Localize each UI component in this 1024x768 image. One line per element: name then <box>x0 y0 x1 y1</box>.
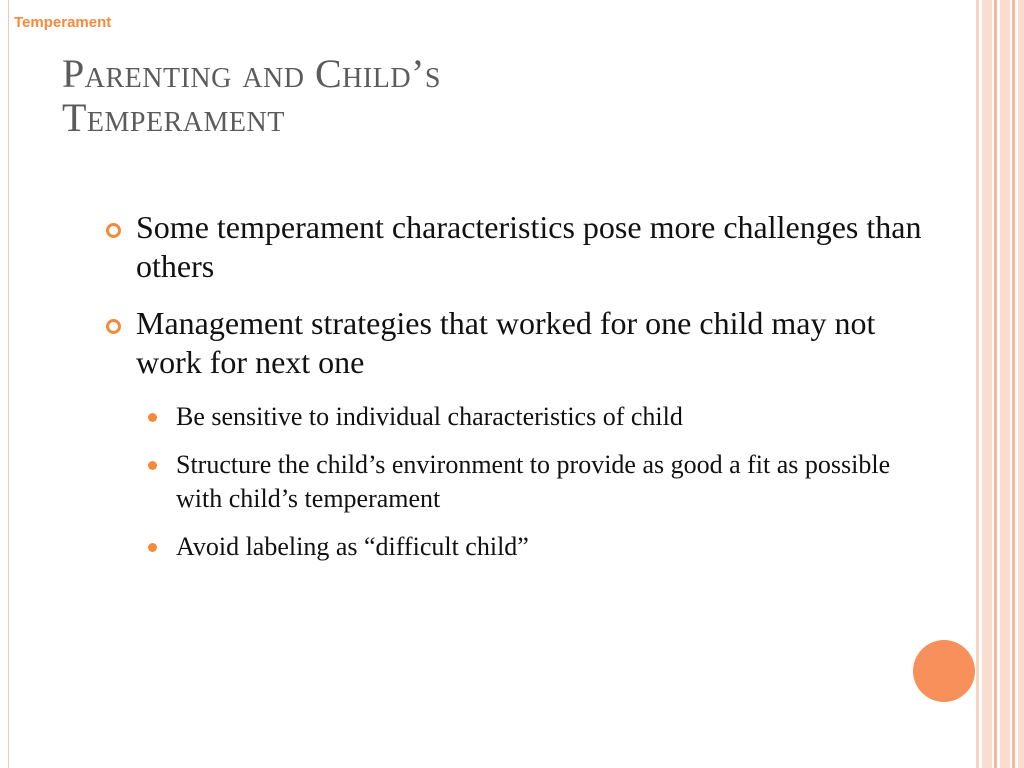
slide-title <box>62 52 942 140</box>
bullet-item <box>100 304 930 382</box>
stripe <box>976 0 979 768</box>
title-line-1: Parenting and Child’s <box>62 51 441 96</box>
header-tag: Temperament <box>14 14 112 31</box>
stripe <box>1012 0 1015 768</box>
decorative-circle <box>913 640 975 702</box>
sub-bullet-item <box>140 400 930 434</box>
ring-bullet-icon <box>106 223 121 238</box>
stripe <box>1000 0 1010 768</box>
sub-bullet-text: Be sensitive to individual characteristics of child <box>176 402 683 431</box>
dot-bullet-icon <box>148 461 157 470</box>
title-line-2: Temperament <box>62 95 285 140</box>
dot-bullet-icon <box>148 413 157 422</box>
bullet-item <box>100 208 930 286</box>
sub-bullet-text: Structure the child’s environment to provide as good a fit as possible with child’s temperament <box>176 450 891 513</box>
dot-bullet-icon <box>148 543 157 552</box>
stripe <box>1018 0 1024 768</box>
sub-bullet-text: Avoid labeling as “difficult child” <box>176 532 529 561</box>
bullet-list <box>100 208 930 578</box>
left-border-line <box>8 0 9 768</box>
sub-bullet-item <box>140 448 930 516</box>
sub-bullet-list <box>100 400 930 564</box>
stripe <box>982 0 992 768</box>
bullet-text: Management strategies that worked for one child may not work for next one <box>136 305 876 380</box>
stripe <box>994 0 997 768</box>
bullet-text: Some temperament characteristics pose more challenges than others <box>136 209 922 284</box>
decorative-stripes <box>976 0 1024 768</box>
sub-bullet-item <box>140 530 930 564</box>
ring-bullet-icon <box>106 319 121 334</box>
